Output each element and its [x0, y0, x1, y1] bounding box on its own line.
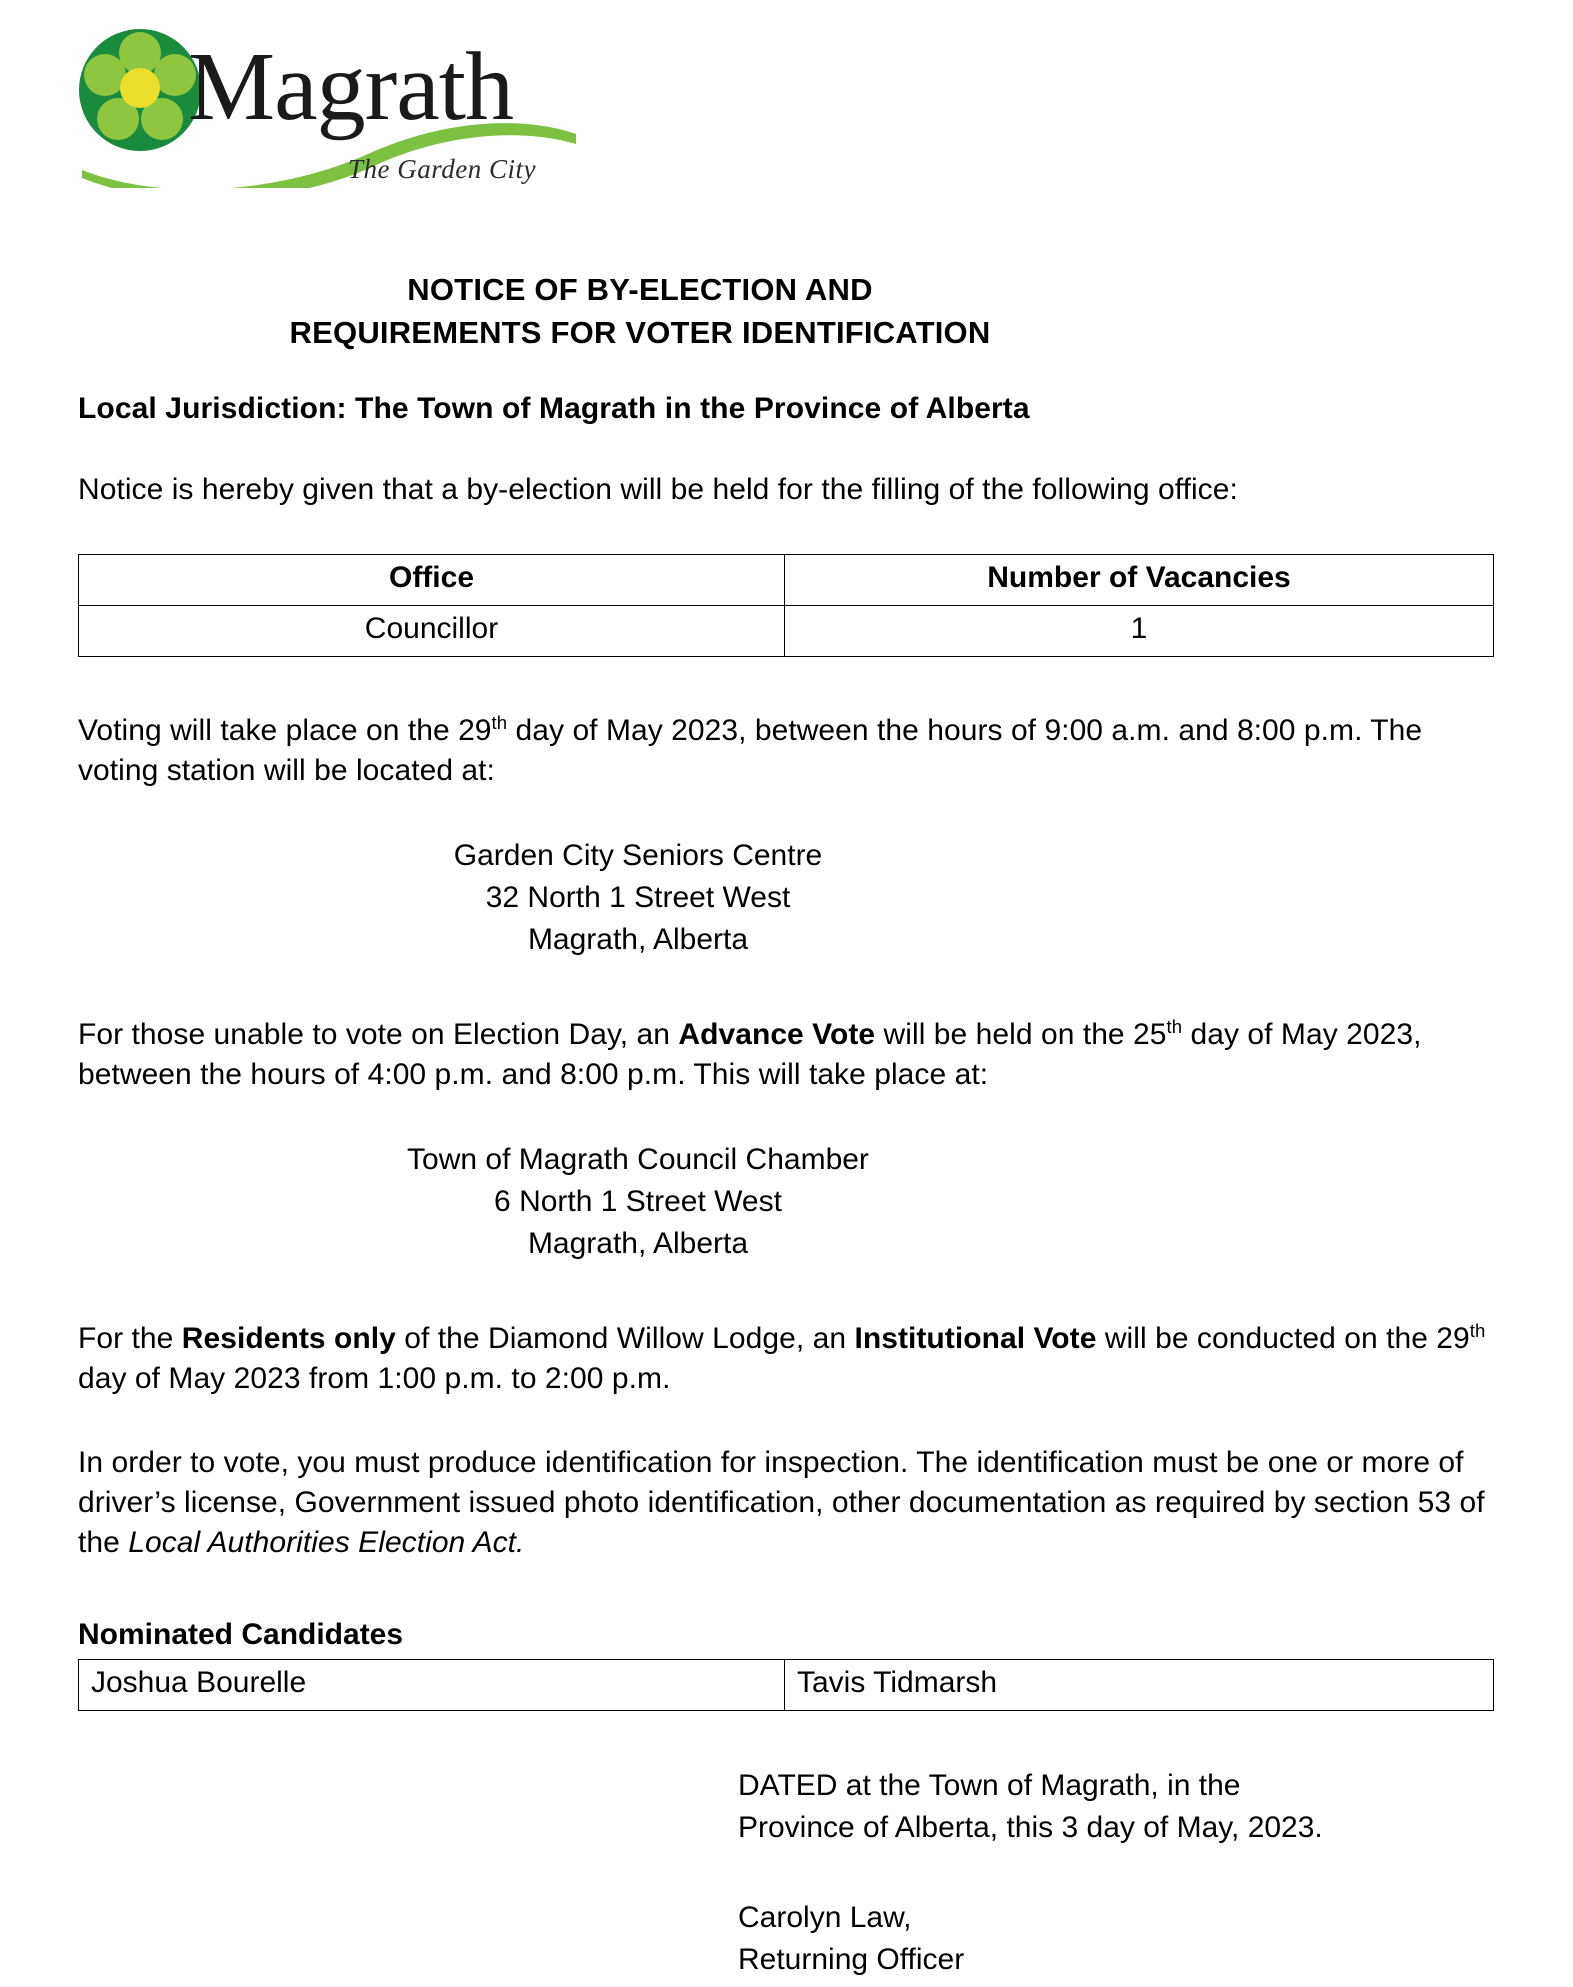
nominated-candidates-heading: Nominated Candidates — [78, 1618, 404, 1651]
residents-only-bold: Residents only — [181, 1322, 396, 1355]
advance-vote-address — [78, 1139, 1198, 1265]
institutional-part-4: day of May 2023 from 1:00 p.m. to 2:00 p.m. — [78, 1362, 671, 1395]
spacer — [78, 657, 1494, 711]
page-title — [0, 268, 1280, 354]
vacancies-count-cell: 1 — [785, 606, 1494, 657]
intro-paragraph: Notice is hereby given that a by-election will be held for the filling of the following office: — [78, 473, 1238, 506]
advance-vote-part-1: For those unable to vote on Election Day, an — [78, 1018, 679, 1051]
office-vacancies-table — [78, 554, 1494, 657]
institutional-part-3: will be conducted on the 29 — [1096, 1322, 1470, 1355]
voting-station-line-3: Magrath, Alberta — [527, 923, 749, 956]
title-line-1: NOTICE OF BY-ELECTION AND — [407, 272, 873, 307]
dated-line-1: DATED at the Town of Magrath, in the — [738, 1769, 1241, 1802]
voting-station-line-2: 32 North 1 Street West — [485, 881, 791, 914]
institutional-part-1: For the — [78, 1322, 182, 1355]
dated-line-2: Province of Alberta, this 3 day of May, 2023. — [738, 1811, 1323, 1844]
voting-station-address — [78, 835, 1198, 961]
identification-paragraph — [78, 1443, 1494, 1563]
spacer — [738, 1849, 1494, 1897]
title-line-2: REQUIREMENTS FOR VOTER IDENTIFICATION — [289, 315, 991, 350]
institutional-vote-bold: Institutional Vote — [854, 1322, 1097, 1355]
advance-location-line-1: Town of Magrath Council Chamber — [407, 1143, 869, 1176]
advance-vote-ordinal: th — [1166, 1016, 1183, 1037]
advance-vote-part-3: day of May 2023, between the hours of 4:00 p.m. and 8:00 p.m. This will take place at: — [78, 1018, 1422, 1091]
voting-day-text-after: day of May 2023, between the hours of 9:00 a.m. and 8:00 p.m. The voting station will be located at: — [78, 714, 1423, 787]
voting-station-line-1: Garden City Seniors Centre — [453, 839, 823, 872]
advance-vote-bold-label: Advance Vote — [678, 1018, 876, 1051]
voting-day-text-before: Voting will take place on the 29 — [78, 714, 492, 747]
advance-vote-paragraph — [78, 1015, 1494, 1095]
spacer — [78, 961, 1494, 1015]
advance-vote-part-2: will be held on the 25 — [875, 1018, 1167, 1051]
spacer — [78, 1265, 1494, 1319]
candidate-name-cell: Joshua Bourelle — [79, 1660, 785, 1711]
magrath-logo — [78, 12, 598, 202]
identification-text: In order to vote, you must produce identification for inspection. The identification must be one or more of driver’s license, Government issued photo identification, other documentation as required by section 53 of the — [78, 1446, 1485, 1559]
spacer — [78, 1095, 1494, 1139]
logo-tagline: The Garden City — [348, 154, 536, 184]
signature-block — [738, 1765, 1494, 1981]
spacer — [78, 1563, 1494, 1617]
spacer — [78, 510, 1494, 554]
spacer — [78, 1399, 1494, 1443]
advance-location-line-3: Magrath, Alberta — [527, 1227, 749, 1260]
office-column-header: Office — [79, 555, 785, 606]
candidate-name-cell: Tavis Tidmarsh — [785, 1660, 1494, 1711]
office-name-cell: Councillor — [79, 606, 785, 657]
spacer — [78, 1711, 1494, 1765]
table-row — [79, 606, 1494, 657]
voting-day-ordinal: th — [491, 712, 508, 733]
returning-officer-name: Carolyn Law, — [738, 1901, 912, 1934]
returning-officer-role: Returning Officer — [738, 1943, 965, 1976]
document-body — [78, 390, 1494, 1981]
local-jurisdiction-heading: Local Jurisdiction: The Town of Magrath in the Province of Alberta — [78, 392, 1030, 425]
institutional-vote-paragraph — [78, 1319, 1494, 1399]
vacancies-column-header: Number of Vacancies — [785, 555, 1494, 606]
logo-wordmark: Magrath — [188, 33, 513, 141]
nominated-candidates-table — [78, 1659, 1494, 1711]
advance-location-line-2: 6 North 1 Street West — [494, 1185, 782, 1218]
table-row — [79, 1660, 1494, 1711]
institutional-ordinal: th — [1469, 1320, 1486, 1341]
voting-day-paragraph — [78, 711, 1494, 791]
spacer — [78, 791, 1494, 835]
table-header-row — [79, 555, 1494, 606]
institutional-part-2: of the Diamond Willow Lodge, an — [395, 1322, 855, 1355]
act-name-italic: Local Authorities Election Act. — [128, 1526, 525, 1559]
